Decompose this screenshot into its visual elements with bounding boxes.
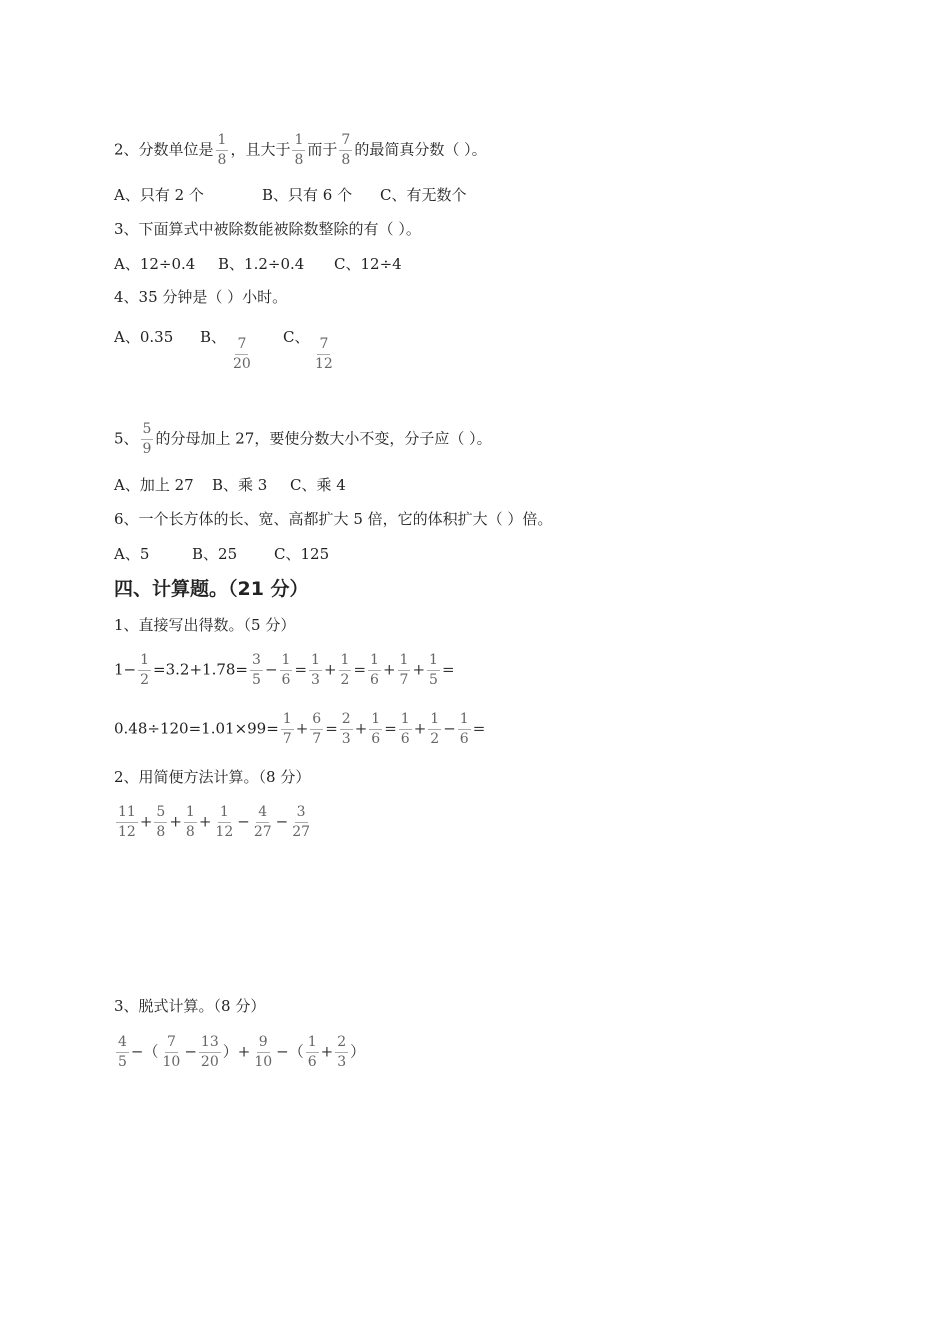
fraction: $\frac{5}{9}$ (142, 421, 152, 457)
q6-options (114, 544, 329, 564)
fraction: $\frac{6}{7}$ (312, 711, 322, 747)
option-c: C、12÷4 (334, 255, 402, 273)
option-b: B、只有 6 个 (262, 186, 353, 204)
question-5 (114, 421, 492, 458)
option-b: B、乘 3 (212, 476, 268, 494)
q2-options (114, 185, 466, 205)
option-c: C、125 (274, 545, 330, 563)
fraction: $\frac{1}{12}$ (215, 804, 234, 840)
fraction: $\frac{1}{6}$ (370, 652, 379, 688)
calc1-row1: 1− $\frac{1}{2}$ =3.2+1.78= $\frac{3}{5}$ − $\frac{1}{6}$ = $\frac{1}{3}$ + $\frac{1}{2}$ = $\frac{1}{6}$ + $\frac{1}{7}$ + $\frac{1}{5}$ = (114, 652, 455, 688)
calc1-row2: 0.48÷120=1.01×99= $\frac{1}{7}$ + $\frac{6}{7}$ = $\frac{2}{3}$ + $\frac{1}{6}$ = $\frac{1}{6}$ + $\frac{1}{2}$ − $\frac{1}{6}$ = (114, 711, 486, 747)
q4-option-b: B、 (200, 328, 227, 346)
option-a: A、只有 2 个 (114, 186, 204, 204)
calc2-title: 2、用简便方法计算。（8 分） (114, 768, 311, 786)
option-c: C、乘 4 (290, 476, 346, 494)
fraction: $\frac{13}{20}$ (200, 1034, 219, 1070)
option-a: A、12÷0.4 (114, 255, 196, 273)
q5-options (114, 475, 346, 495)
calc1-title: 1、直接写出得数。（5 分） (114, 616, 296, 634)
fraction: $\frac{3}{5}$ (252, 652, 261, 688)
q2-mid1: ，且大于 (230, 140, 291, 159)
fraction: $\frac{1}{7}$ (399, 652, 409, 688)
q2-mid2: 而于 (307, 140, 338, 159)
fraction: $\frac{2}{3}$ (337, 1034, 347, 1070)
calc3-expression: $\frac{4}{5}$ −（ $\frac{7}{10}$ − $\frac{13}{20}$ ）+ $\frac{9}{10}$ −（ $\frac{1}{6}$ + $\frac{2}{3}$ ） (118, 1034, 366, 1070)
option-a: A、5 (114, 545, 150, 563)
q2-prefix: 2、分数单位是 (114, 140, 214, 159)
fraction: $\frac{1}{6}$ (307, 1034, 317, 1070)
fraction: $\frac{1}{6}$ (371, 711, 381, 747)
fraction: $\frac{1}{6}$ (459, 711, 469, 747)
fraction: $\frac{3}{27}$ (292, 804, 311, 840)
calc2-expression: $\frac{11}{12}$ + $\frac{5}{8}$ + $\frac{1}{8}$ + $\frac{1}{12}$ − $\frac{4}{27}$ − $\frac{3}{27}$ (118, 804, 311, 840)
fraction: $\frac{1}{6}$ (400, 711, 410, 747)
q3-options (114, 254, 402, 274)
q4-fraction-b: $\frac{7}{20}$ (233, 336, 251, 372)
fraction: $\frac{9}{10}$ (254, 1034, 273, 1070)
fraction: $\frac{7}{8}$ (341, 132, 351, 168)
fraction: $\frac{1}{3}$ (311, 652, 320, 688)
fraction: $\frac{5}{8}$ (156, 804, 166, 840)
option-b: B、1.2÷0.4 (218, 255, 305, 273)
fraction: $\frac{4}{5}$ (118, 1034, 127, 1070)
fraction: $\frac{1}{2}$ (140, 652, 150, 688)
question-6: 6、一个长方体的长、宽、高都扩大 5 倍，它的体积扩大（ ）倍。 (114, 510, 553, 528)
fraction: $\frac{1}{7}$ (282, 711, 292, 747)
fraction: $\frac{1}{8}$ (217, 132, 227, 168)
fraction: $\frac{1}{2}$ (340, 652, 350, 688)
fraction: $\frac{1}{5}$ (429, 652, 438, 688)
calc3-title: 3、脱式计算。（8 分） (114, 997, 266, 1015)
q5-prefix: 5、 (114, 429, 139, 448)
fraction: $\frac{1}{2}$ (430, 711, 440, 747)
fraction: $\frac{2}{3}$ (341, 711, 351, 747)
q2-suffix: 的最简真分数（ ）。 (354, 140, 487, 159)
option-b: B、25 (192, 545, 238, 563)
q4-option-c: C、 (283, 328, 310, 346)
fraction: $\frac{1}{8}$ (185, 804, 195, 840)
option-a: A、加上 27 (114, 476, 194, 494)
q4-option-a: A、0.35 (114, 328, 174, 346)
question-4: 4、35 分钟是（ ）小时。 (114, 288, 288, 306)
fraction: $\frac{1}{8}$ (294, 132, 304, 168)
section-heading: 四、计算题。（21 分） (114, 578, 309, 600)
question-3: 3、下面算式中被除数能被除数整除的有（ ）。 (114, 220, 421, 238)
q5-suffix: 的分母加上 27，要使分数大小不变，分子应（ ）。 (155, 429, 492, 448)
fraction: $\frac{7}{10}$ (162, 1034, 181, 1070)
fraction: $\frac{4}{27}$ (253, 804, 272, 840)
q4-fraction-c: $\frac{7}{12}$ (315, 336, 333, 372)
option-c: C、有无数个 (380, 186, 467, 204)
question-2 (114, 132, 487, 169)
fraction: $\frac{1}{6}$ (281, 652, 291, 688)
fraction: $\frac{11}{12}$ (118, 804, 136, 840)
